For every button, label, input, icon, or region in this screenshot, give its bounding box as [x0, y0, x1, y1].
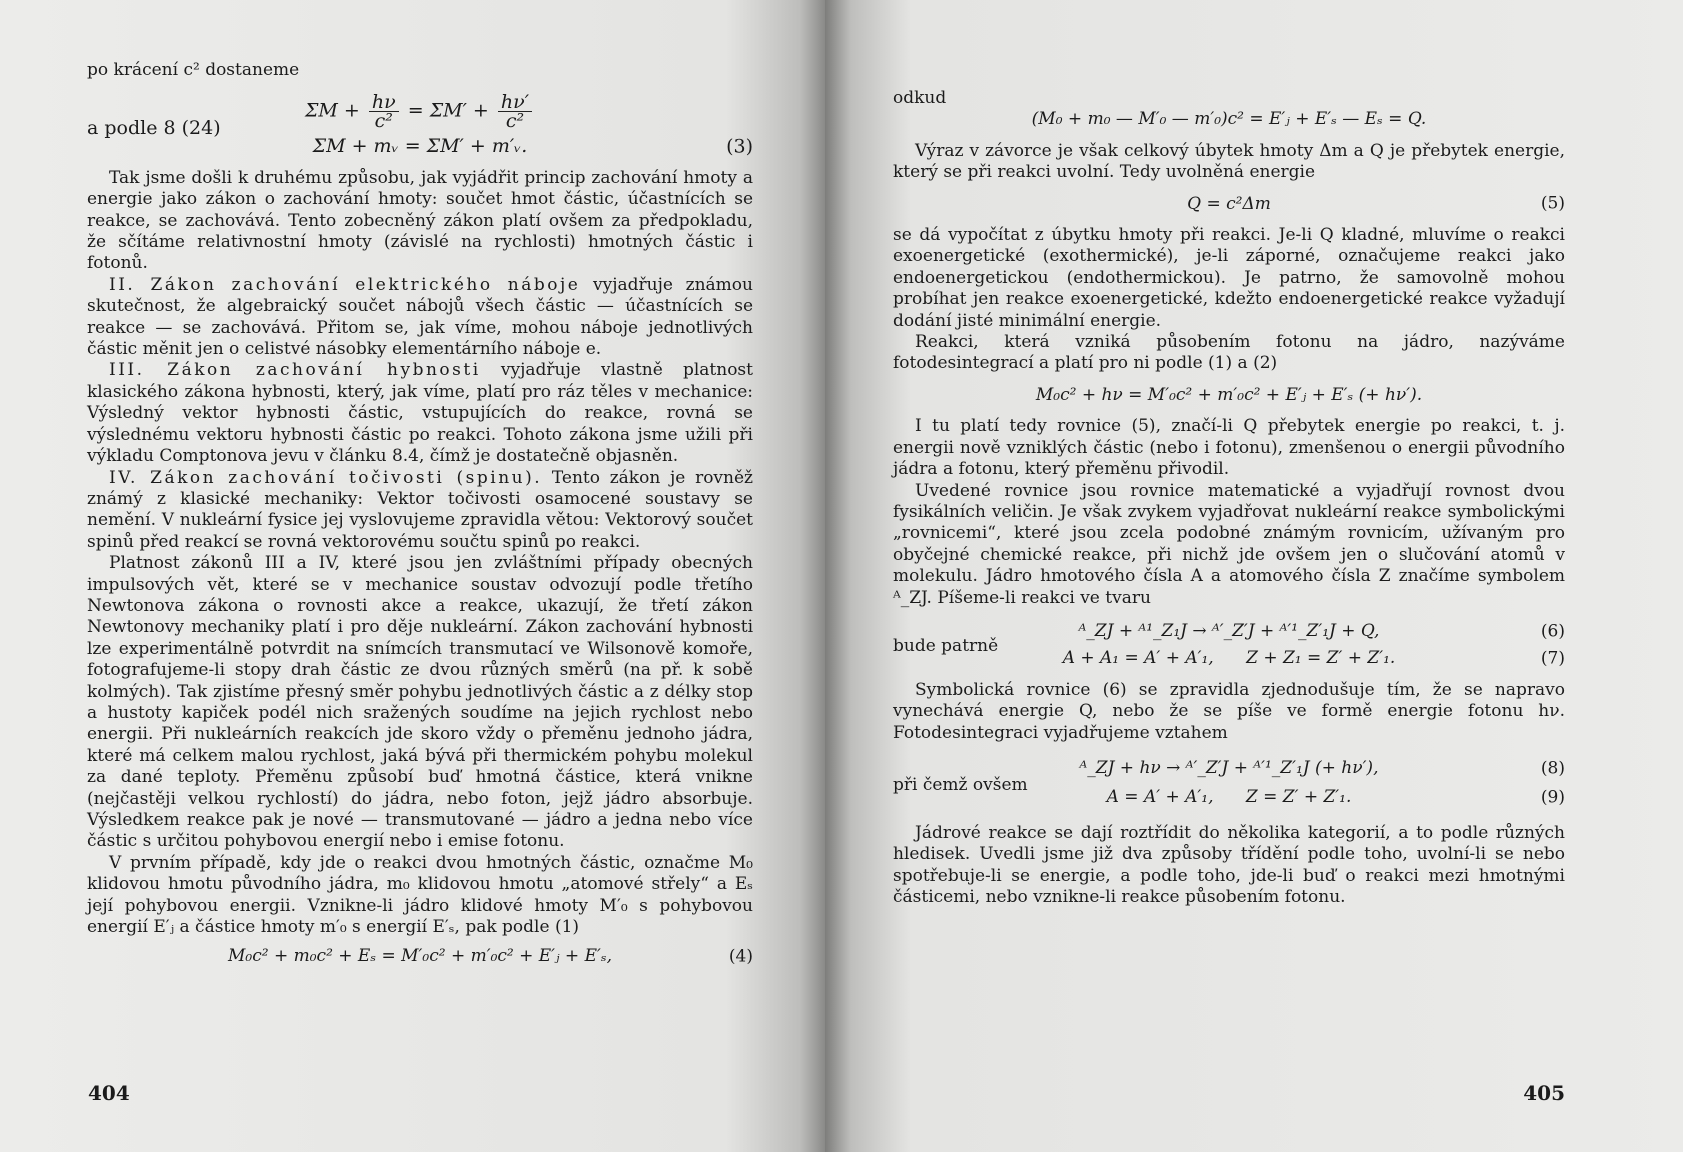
equation-number: (4) [728, 946, 753, 967]
paragraph: Symbolická rovnice (6) se zpravidla zjednodušuje tím, že se napravo vynechává energie Q, nebo že se píše ve formě energie fotonu hν. Fotodesintegraci vyjadřujeme vztahem [893, 679, 1565, 743]
equation-number: (7) [1540, 648, 1565, 669]
paragraph: se dá vypočítat z úbytku hmoty při reakci. Je-li Q kladné, mluvíme o reakci exoenergetické (exothermické), je-li záporné, označujeme reakci jako endoenergetickou (endothermickou). Je patrno, že samovolně mohou probíhat jen reakce exoenergetické, kdežto endoenergetické reakce vyžadují dodání jisté minimální energie. [893, 225, 1565, 331]
paragraph-text: Tento zákon je rovněž známý z klasické mechaniky: Vektor točivosti osamocené soustavy se nemění. V nukleární fysice jej vyslovujeme zpravidla větou: Vektorový součet spinů před reakcí se rovná vektorovému součtu spinů po reakci. [87, 467, 753, 552]
paragraph: Uvedené rovnice jsou rovnice matematické a vyjadřují rovnost dvou fysikálních veličin. Je však zvykem vyjadřovat nukleární reakce symbolickými „rovnicemi“, které jsou zcela podobné známým rovnicím, užívaným pro obyčejné chemické reakce, při nichž jde ovšem jen o slučování atomů v molekulu. Jádro hmotového čísla A a atomového čísla Z značíme symbolem ᴬ_ZJ. Píšeme-li reakci ve tvaru [893, 480, 1565, 608]
equation-foto-text: M₀c² + hν = M′₀c² + m′₀c² + E′ⱼ + E′ₛ (+ hν′). [1035, 384, 1423, 405]
fraction [498, 91, 532, 133]
paragraph-text: vyjadřuje známou skutečnost, že algebraický součet nábojů všech částic — účastnících se reakce — se zachovává. Přitom se, jak víme, mohou náboje jednotlivých částic měnit jen o celistvé násobky elementárního náboje e. [87, 274, 753, 360]
fraction-den: c² [505, 110, 525, 133]
paragraph: Výraz v závorce je však celkový úbytek hmoty Δm a Q je přebytek energie, který se při reakci uvolní. Tedy uvolněná energie [893, 140, 1565, 183]
equation-number: (8) [1540, 757, 1565, 778]
equation-5 [893, 194, 1565, 215]
equation-number: (6) [1540, 620, 1565, 641]
paragraph: Tak jsme došli k druhému způsobu, jak vyjádřit princip zachování hmoty a energie jako zákon o zachování hmoty: součet hmot částic, účastnících se reakce, se zachovává. Tento zobecněný zákon platí ovšem za předpokladu, že sčítáme relativnostní hmoty (závislé na rychlosti) hmotných částic i fotonů. [87, 167, 753, 274]
equation-4 [87, 946, 753, 967]
paragraph: Reakci, která vzniká působením fotonu na jádro, nazýváme fotodesintegrací a platí pro ni podle (1) a (2) [893, 332, 1565, 374]
equation-3-text: ΣM + mᵥ = ΣM′ + m′ᵥ. [312, 135, 528, 158]
equation-5-text: Q = c²Δm [1187, 193, 1271, 214]
fraction [369, 91, 399, 133]
fraction-num: hν′ [498, 93, 532, 112]
equation-number: (3) [726, 135, 753, 158]
paragraph [87, 275, 753, 361]
equation-4-text: M₀c² + m₀c² + Eₛ = M′₀c² + m′₀c² + E′ⱼ + E′ₛ, [228, 946, 612, 967]
equation-7 [893, 636, 1565, 669]
page-number: 405 [1523, 1080, 1565, 1105]
eq-part: ΣM + [304, 99, 360, 122]
equation-foto [893, 385, 1565, 406]
equation-q [893, 109, 1565, 130]
equation-7-text: A + A₁ = A′ + A′₁, Z + Z₁ = Z′ + Z′₁. [1062, 648, 1396, 669]
equation-9-text: A = A′ + A′₁, Z = Z′ + Z′₁. [1106, 787, 1352, 808]
equation-6-text: ᴬ_ZJ + ᴬ¹_Z₁J → ᴬ′_Z′J + ᴬ′¹_Z′₁J + Q, [1078, 620, 1380, 641]
law-heading: II. Zákon zachování elektrického náboje [109, 274, 581, 295]
paragraph [87, 360, 753, 467]
eq-part: = ΣM′ + [407, 99, 489, 122]
paragraph-text: vyjadřuje vlastně platnost klasického zákona hybnosti, který, jak víme, platí pro ráz těles v mechanice: Výsledný vektor hybnosti částic, vstupujících do reakce, rovná se výslednému vektoru hybnosti částic po reakci. Tohoto zákona jsme užili při výkladu Comptonova jevu v článku 8.4, čímž je dostatečně objasněn. [87, 360, 753, 467]
law-heading: III. Zákon zachování hybnosti [109, 360, 481, 381]
paragraph: V prvním případě, kdy jde o reakci dvou hmotných částic, označme M₀ klidovou hmotu původního jádra, m₀ klidovou hmotu „atomové střely“ a Eₛ její pohybovou energii. Vznikne-li jádro klidové hmoty M′₀ s pohybovou energií E′ⱼ a částice hmoty m′₀ s energií E′ₛ, pak podle (1) [87, 852, 753, 938]
intro-line: po krácení c² dostaneme [87, 60, 300, 80]
equation-9 [893, 775, 1565, 808]
right-page [825, 0, 1683, 1152]
fraction-num: hν [369, 93, 399, 112]
paragraph [87, 468, 753, 554]
label-podle: a podle 8 (24) [87, 117, 221, 140]
odkud-label: odkud [893, 88, 947, 108]
fraction-den: c² [374, 110, 393, 133]
label-pricemz: při čemž ovšem [893, 775, 1028, 796]
paragraph: Jádrové reakce se dají roztřídit do několika kategorií, a to podle různých hledisek. Uvedli jsme již dva způsoby třídění podle toho, uvolní-li se nebo spotřebuje-li se energie, a podle toho, jde-li buď o reakci mezi hmotnými částicemi, nebo vznikne-li reakce působením fotonu. [893, 822, 1565, 907]
equation-8-text: ᴬ_ZJ + hν → ᴬ′_Z′J + ᴬ′¹_Z′₁J (+ hν′), [1079, 757, 1379, 778]
paragraph: Platnost zákonů III a IV, které jsou jen zvláštními případy obecných impulsových vět, které se v mechanice soustav odvozují podle třetího Newtonova zákona o rovnosti akce a reakce, ukazují, že třetí zákon Newtonovy mechaniky platí i pro děje nukleární. Zákon zachování hybnosti lze experimentálně potvrdit na snímcích transmutací ve Wilsonově komoře, fotografujeme-li stopy drah částic ze dvou různých směrů (na př. k sobě kolmých). Tak zjistíme přesný směr pohybu jednotlivých částic a z délky stop a hustoty kapiček podél nich sražených soudíme na jejich rychlost nebo energii. Při nukleárních reakcích jde skoro vždy o přeměnu jednoho jádra, které má celkem malou rychlost, jaká bývá při thermickém pohybu molekul za dané teploty. Přeměnu způsobí buď hmotná částice, která vnikne (nejčastěji velkou rychlostí) do jádra, nebo foton, jejž jádro absorbuje. Výsledkem reakce pak je nové — transmutované — jádro a jedna nebo více částic s určitou pohybovou energií nebo i emise fotonu. [87, 553, 753, 852]
left-page [0, 0, 825, 1152]
equation-q-text: (M₀ + m₀ — M′₀ — m′₀)c² = E′ⱼ + E′ₛ — Eₛ = Q. [1031, 109, 1427, 130]
law-heading: IV. Zákon zachování točivosti (spinu). [109, 467, 543, 488]
page-number: 404 [88, 1080, 130, 1105]
label-bude: bude patrně [893, 636, 999, 657]
equation-number: (9) [1540, 787, 1565, 808]
equation-number: (5) [1540, 193, 1565, 214]
paragraph: I tu platí tedy rovnice (5), značí-li Q přebytek energie po reakci, t. j. energii nově vzniklých částic (nebo i fotonu), zmenšenou o energii původního jádra a fotonu, který přeměnu přivodil. [893, 416, 1565, 480]
